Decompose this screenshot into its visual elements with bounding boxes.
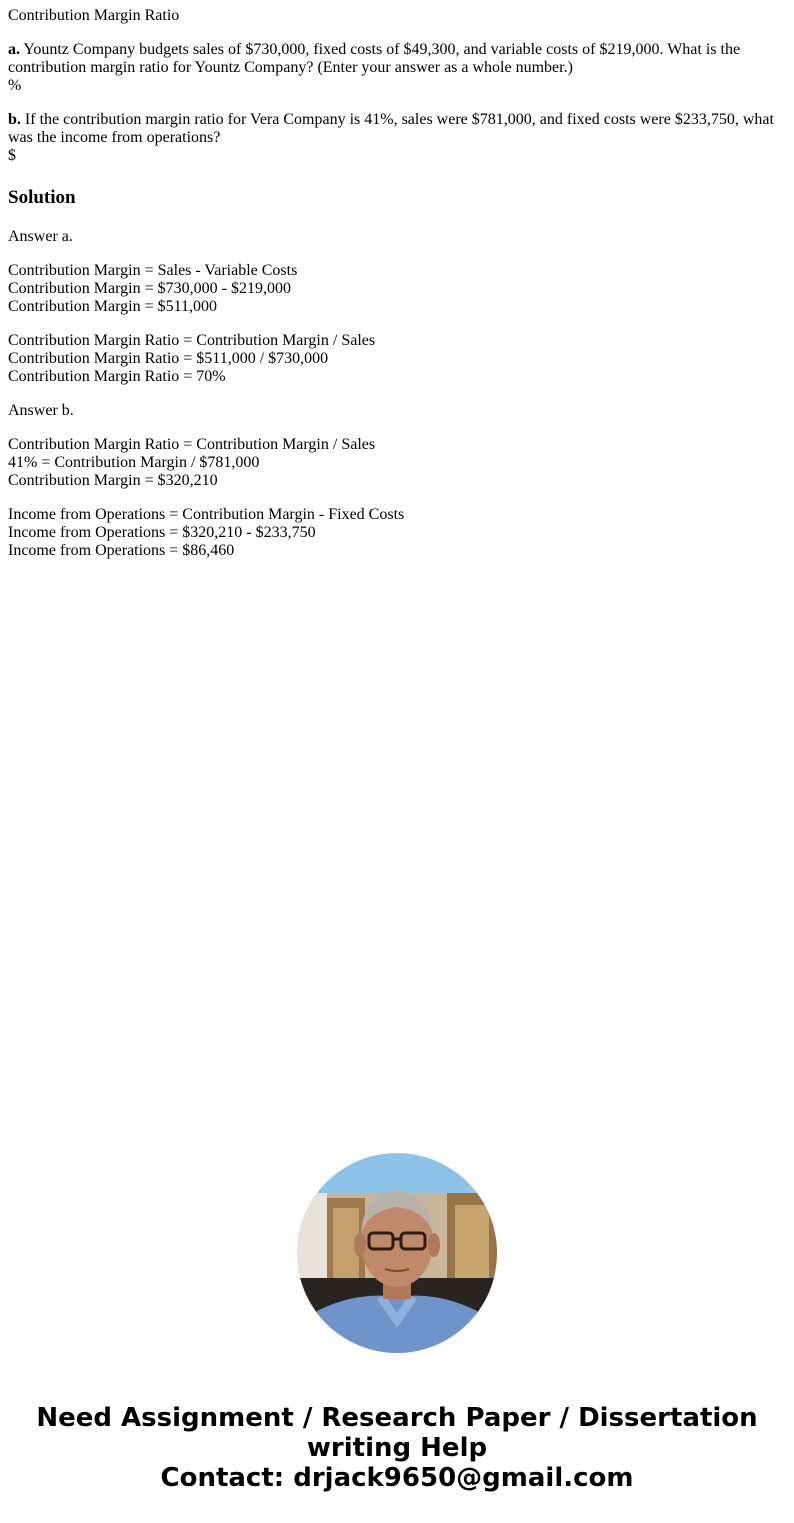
promo-line-1: Need Assignment / Research Paper / Dissertation bbox=[36, 1403, 758, 1433]
page-title: Contribution Margin Ratio bbox=[8, 7, 180, 24]
solution-line: Contribution Margin Ratio = $511,000 / $730,000 bbox=[8, 350, 329, 367]
promo-line-2: writing Help bbox=[306, 1433, 488, 1463]
solution-line: Contribution Margin = Sales - Variable Costs bbox=[8, 262, 298, 279]
question-b bbox=[8, 111, 786, 165]
solution-line: Contribution Margin Ratio = Contribution Margin / Sales bbox=[8, 436, 376, 453]
promo-banner bbox=[0, 1403, 794, 1493]
question-a-unit: % bbox=[8, 77, 22, 94]
solution-line: Contribution Margin = $320,210 bbox=[8, 472, 218, 489]
answer-b-block-1 bbox=[8, 436, 786, 490]
answer-b-block-2 bbox=[8, 506, 786, 560]
answer-b-label: Answer b. bbox=[8, 402, 74, 419]
solution-line: 41% = Contribution Margin / $781,000 bbox=[8, 454, 260, 471]
promo-contact: Contact: drjack9650@gmail.com bbox=[160, 1463, 634, 1493]
solution-line: Contribution Margin = $511,000 bbox=[8, 298, 218, 315]
document-content bbox=[8, 7, 786, 576]
solution-heading: Solution bbox=[8, 187, 76, 208]
question-b-unit: $ bbox=[8, 147, 16, 164]
question-b-text: If the contribution margin ratio for Vera Company is 41%, sales were $781,000, and fixed costs were $233,750, what was the income from operations? bbox=[8, 111, 774, 146]
solution-line: Contribution Margin Ratio = 70% bbox=[8, 368, 226, 385]
solution-line: Income from Operations = $320,210 - $233,750 bbox=[8, 524, 316, 541]
solution-line: Contribution Margin = $730,000 - $219,000 bbox=[8, 280, 291, 297]
solution-line: Income from Operations = $86,460 bbox=[8, 542, 235, 559]
question-a bbox=[8, 41, 786, 95]
answer-a-block-2 bbox=[8, 332, 786, 386]
question-b-label: b. bbox=[8, 111, 21, 128]
question-a-text: Yountz Company budgets sales of $730,000, fixed costs of $49,300, and variable costs of $219,000. What is the contribution margin ratio for Yountz Company? (Enter your answer as a whole number.) bbox=[8, 41, 741, 76]
avatar-portrait bbox=[297, 1153, 497, 1353]
solution-line: Income from Operations = Contribution Margin - Fixed Costs bbox=[8, 506, 405, 523]
answer-a-block-1 bbox=[8, 262, 786, 316]
question-a-label: a. bbox=[8, 41, 20, 58]
solution-line: Contribution Margin Ratio = Contribution Margin / Sales bbox=[8, 332, 376, 349]
avatar bbox=[297, 1153, 497, 1353]
answer-a-label: Answer a. bbox=[8, 228, 73, 245]
